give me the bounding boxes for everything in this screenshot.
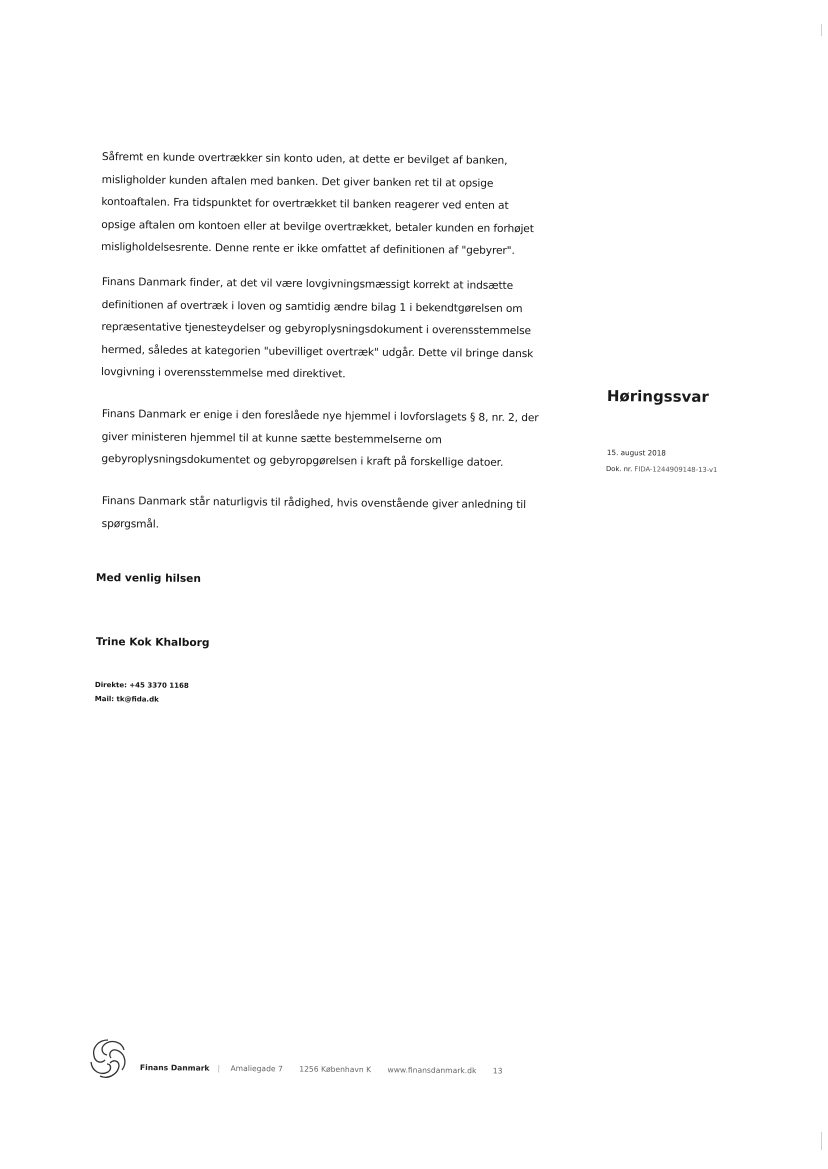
- footer-page-number: 13: [492, 1066, 503, 1076]
- signer-name: Trine Kok Khalborg: [95, 636, 210, 650]
- contact-phone: Direkte: +45 3370 1168: [94, 680, 189, 690]
- body-paragraph: Såfremt en kunde overtrækker sin konto uden, at dette er bevilget af banken, misligholder kunden aftalen med banken. Det giver banken ret til at opsige kontoaftalen. Fra tidspunktet for overtrækket til banken reagerer ved enten at opsige aftalen om kontoen eller at bevilge overtrækket, betaler kunden en forhøjet misligholdelsesrente. Denne rente er ikke omfattet af definitionen af "gebyrer".: [100, 150, 534, 257]
- footer-address: Amaliegade 7: [230, 1063, 283, 1074]
- document-number-label: Dok. nr.: [605, 465, 633, 474]
- body-paragraph: Finans Danmark finder, at det vil være lovgivningsmæssigt korrekt at indsætte definitionen af overtræk i loven og samtidig ændre bilag 1 i bekendtgørelsen om repræsentative tjenesteydelser og gebyroplysningsdokument i overensstemmelse hermed, således at kategorien "ubevilliget overtræk" udgår. Dette vil bringe dansk lovgivning i overensstemmelse med direktivet.: [100, 275, 534, 381]
- footer-info: [140, 1063, 517, 1076]
- closing-greeting: Med venlig hilsen: [95, 572, 202, 586]
- contact-details: [95, 678, 189, 707]
- footer-organization: Finans Danmark: [139, 1063, 210, 1073]
- document-type-title: Høringssvar: [606, 387, 709, 406]
- body-paragraph: Finans Danmark står naturligvis til rådighed, hvis ovenstående giver anledning til spørgsmål.: [101, 494, 527, 531]
- scan-edge-mark: [821, 1132, 822, 1150]
- body-paragraph: Finans Danmark er enige i den foreslåede nye hjemmel i lovforslagets § 8, nr. 2, der giver ministeren hjemmel til at kunne sætte bestemmelserne om gebyroplysningsdokumentet og gebyropgørelsen i kraft på forskellige datoer.: [101, 407, 539, 469]
- page-footer: [86, 1036, 606, 1082]
- document-number: [606, 465, 717, 474]
- footer-divider: |: [217, 1063, 221, 1073]
- document-number-value: FIDA-1244909148-13-v1: [634, 465, 718, 475]
- finans-danmark-logo-icon: [86, 1036, 130, 1080]
- document-date: 15. august 2018: [606, 448, 666, 458]
- footer-website: www.finansdanmark.dk: [387, 1065, 477, 1076]
- footer-city: 1256 København K: [299, 1064, 372, 1075]
- contact-mail: Mail: tk@fida.dk: [94, 694, 159, 704]
- scan-edge-mark: [821, 24, 822, 36]
